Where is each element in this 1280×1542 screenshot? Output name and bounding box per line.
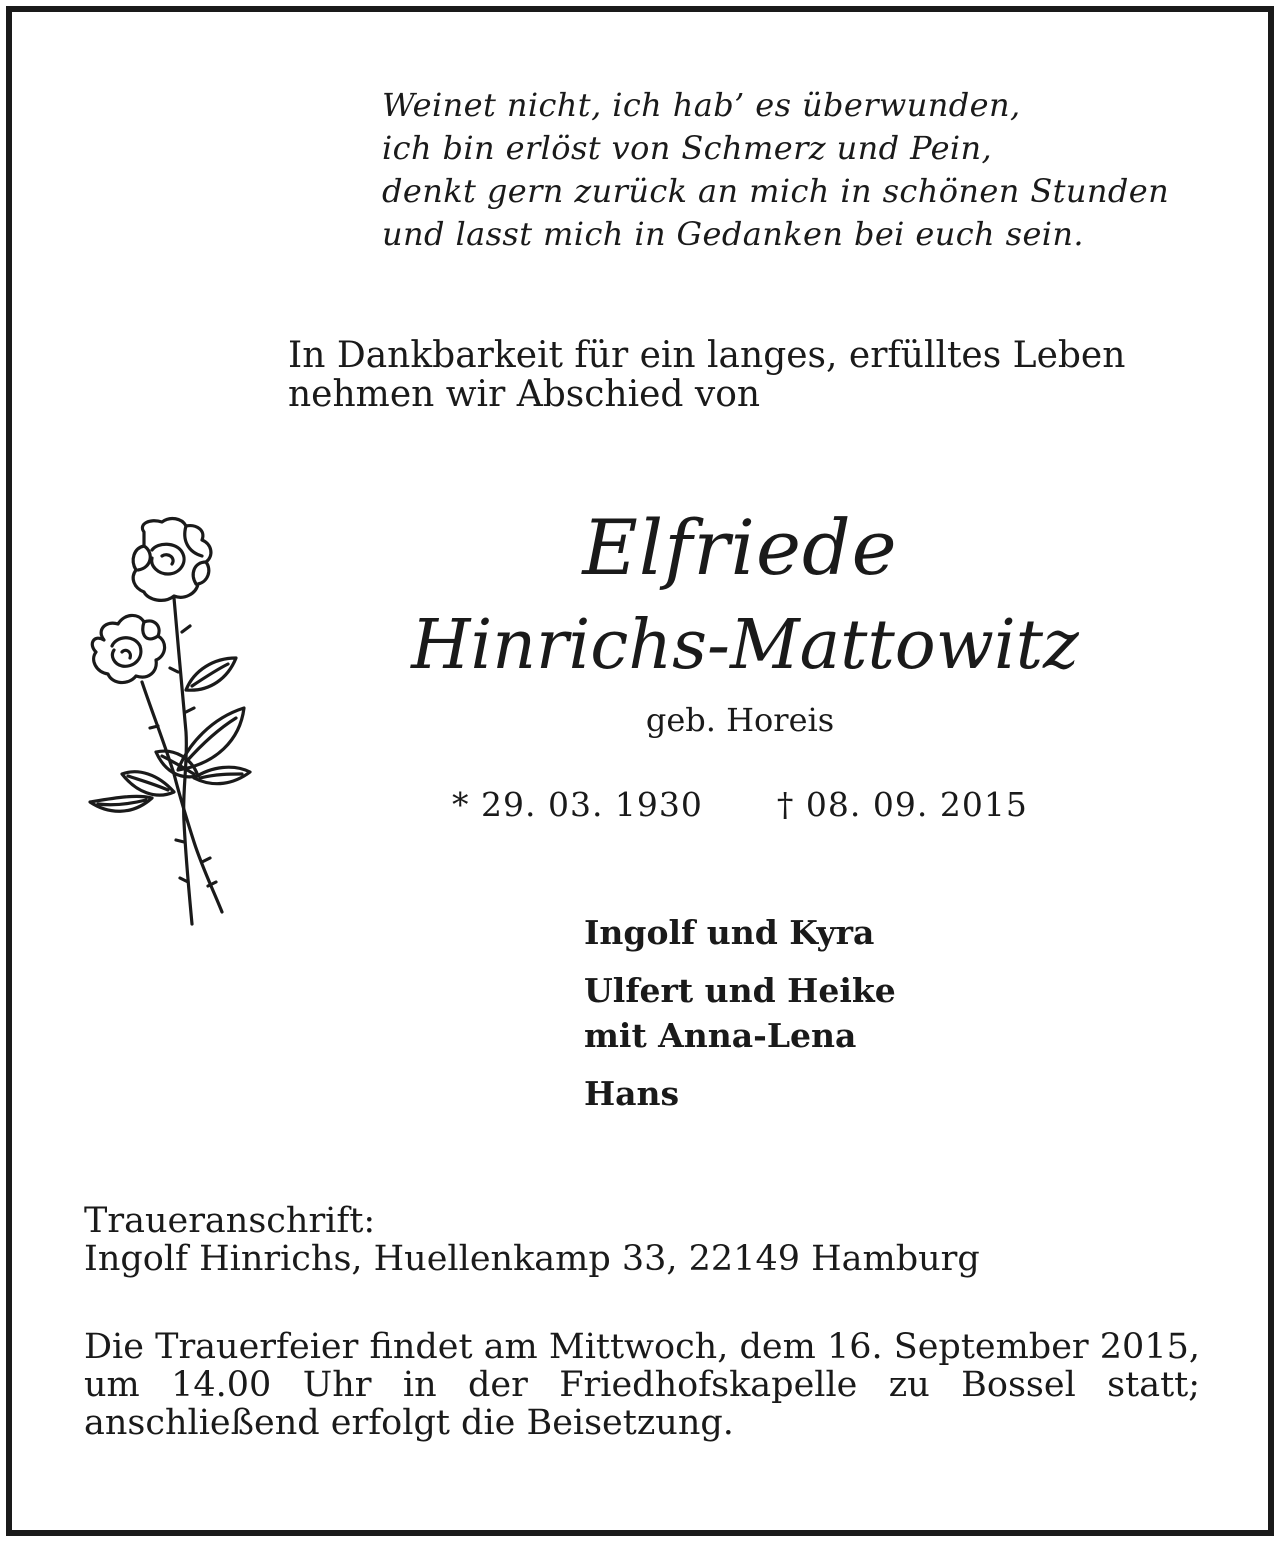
maiden-name: geb. Horeis <box>645 701 835 739</box>
poem-line: und lasst mich in Gedanken bei euch sein. <box>382 215 1084 253</box>
family-line: mit Anna-Lena <box>584 1016 857 1055</box>
mourning-address <box>84 1202 1204 1278</box>
family-signatures <box>584 910 1084 1129</box>
intro-line-2: nehmen wir Abschied von <box>288 374 761 415</box>
poem-line: ich bin erlöst von Schmerz und Pein, <box>382 129 993 167</box>
family-group <box>584 910 1084 955</box>
address-value: Ingolf Hinrichs, Huellenkamp 33, 22149 Hamburg <box>84 1239 980 1279</box>
poem-line: denkt gern zurück an mich in schönen Stunden <box>382 172 1170 210</box>
family-group <box>584 1071 1084 1116</box>
intro-line-1: In Dankbarkeit für ein langes, erfülltes Leben <box>288 335 1126 376</box>
intro-text <box>288 336 1218 414</box>
deceased-last-name: Hinrichs-Mattowitz <box>411 606 1079 685</box>
family-line: Ingolf und Kyra <box>584 913 875 952</box>
death-date: † 08. 09. 2015 <box>776 785 1028 824</box>
funeral-service-text: Die Trauerfeier findet am Mittwoch, dem 16. September 2015, um 14.00 Uhr in der Friedhofskapelle zu Bossel statt; anschließend erfolgt die Beisetzung. <box>84 1327 1200 1443</box>
family-line: Ulfert und Heike <box>584 971 896 1010</box>
birth-date: * 29. 03. 1930 <box>452 785 703 824</box>
poem <box>382 84 1242 256</box>
family-group <box>584 968 1084 1058</box>
life-dates <box>452 784 1092 826</box>
poem-line: Weinet nicht, ich hab’ es überwunden, <box>382 86 1021 124</box>
address-label: Traueranschrift: <box>84 1201 376 1241</box>
family-line: Hans <box>584 1074 680 1113</box>
rose-illustration-icon <box>78 512 258 932</box>
deceased-first-name: Elfriede <box>582 503 898 592</box>
